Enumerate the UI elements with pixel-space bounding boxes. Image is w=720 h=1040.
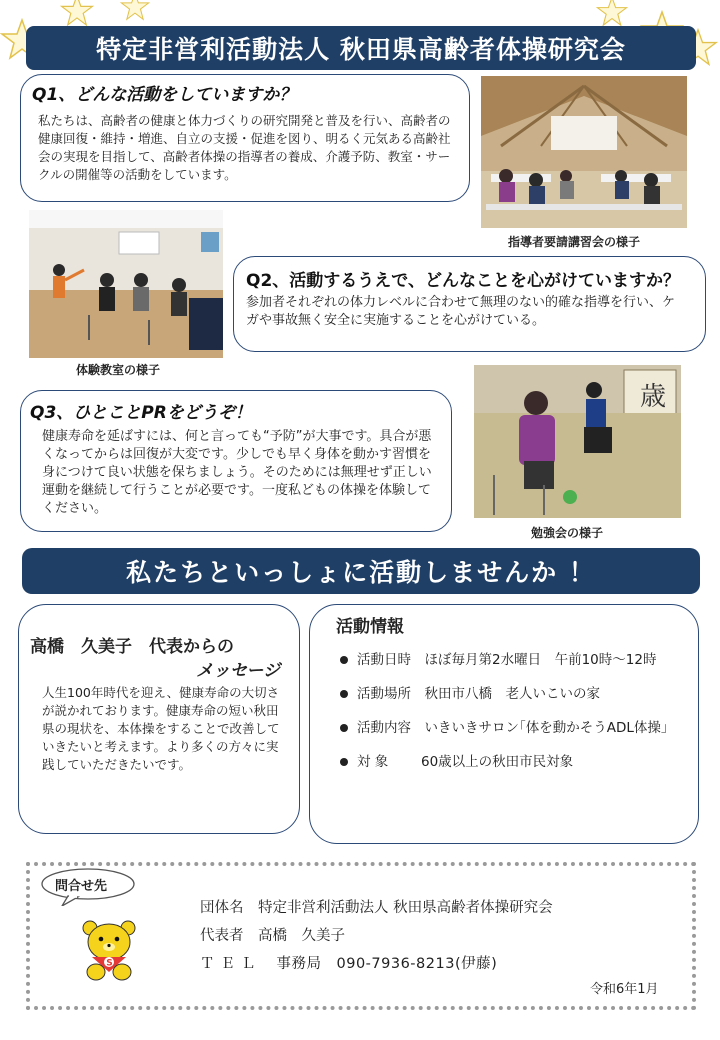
contact-rep-label: 代表者 [200,928,244,944]
message-title-line1: 高橋 久美子 代表からの [30,637,234,657]
photo-training-seminar [481,76,687,228]
activity-item-value: 秋田市八橋 老人いこいの家 [424,686,600,702]
star-icon [120,0,150,22]
caption-trial-class: 体験教室の様子 [76,363,161,377]
activity-item-target [340,750,573,770]
photo-trial-class [29,210,223,358]
bullet-icon [340,758,348,766]
contact-tel-value: 事務局 090-7936-8213(伊藤) [276,956,498,972]
bullet-icon [340,656,348,664]
contact-org [200,896,553,917]
contact-tel [200,952,497,973]
star-icon [596,0,628,28]
activity-item-label: 活動日時 [357,652,411,668]
q3-question: Q3、ひとことPRをどうぞ！ [30,403,252,423]
q1-answer: 私たちは、高齢者の健康と体力づくりの研究開発と普及を行い、高齢者の健康回復・維持・増進、自立の支援・促進を図り、明るく元気ある高齢社会の実現を目指して、高齢者体操の指導者の養成、介護予防、教室・サークルの開催等の活動をしています。 [38,113,451,182]
activity-item-label: 活動内容 [357,720,411,736]
activity-item-label: 活動場所 [357,686,411,702]
bullet-icon [340,724,348,732]
page-title: 特定非営利活動法人 秋田県高齢者体操研究会 [26,26,696,70]
activity-item-label: 対 象 [357,754,389,770]
activity-item-value: ほぼ毎月第2水曜日 午前10時～12時 [424,652,657,668]
message-body: 人生100年時代を迎え、健康寿命の大切さが説かれております。健康寿命の短い秋田県の現状を、本体操をすることで改善していきたいと考えます。より多くの方々に実践していただきたいです。 [42,685,280,772]
q2-answer: 参加者それぞれの体力レベルに合わせて無理のない的確な指導を行い、ケガや事故無く安全に実施することを心がけている。 [246,295,676,328]
q1-question: Q1、どんな活動をしていますか？ [32,85,297,105]
message-title-line2: メッセージ [196,661,280,681]
activity-item-value: いきいきサロン｢体を動かそうADL体操｣ [424,720,668,736]
star-icon [60,0,94,28]
activity-item-datetime [340,648,656,668]
activity-title: 活動情報 [336,617,404,637]
svg-text:歳: 歳 [640,382,667,412]
bullet-icon [340,690,348,698]
mascot-badge-letter: S [106,958,113,969]
contact-tel-label: ＴＥＬ [200,956,262,972]
caption-training-seminar: 指導者要請講習会の様子 [508,235,641,249]
slogan-banner: 私たちといっしょに活動しませんか ！ [22,548,700,594]
contact-date: 令和6年1月 [590,982,659,997]
contact-rep [200,924,345,945]
contact-org-value: 特定非営利活動法人 秋田県高齢者体操研究会 [258,900,553,916]
caption-study-session: 勉強会の様子 [531,526,604,540]
q3-answer: 健康寿命を延ばすには、何と言っても“予防”が大事です。具合が悪くなってからは回復が大変です。少しでも早く身体を動かす習慣を身につけて良い状態を保ちましょう。そのためには無理せず正しい運動を継続して行うことが必要です。一度私どもの体操を体験してください。 [42,429,432,516]
contact-org-label: 団体名 [200,900,244,916]
activity-item-place [340,682,600,702]
photo-study-session [474,365,681,518]
activity-item-value: 60歳以上の秋田市民対象 [421,754,574,770]
activity-item-content [340,716,668,736]
contact-rep-value: 高橋 久美子 [258,928,345,944]
contact-label: 問合せ先 [55,879,108,894]
q2-question: Q2、活動するうえで、どんなことを心がけていますか？ [246,271,680,291]
bear-mascot-icon [76,916,142,982]
